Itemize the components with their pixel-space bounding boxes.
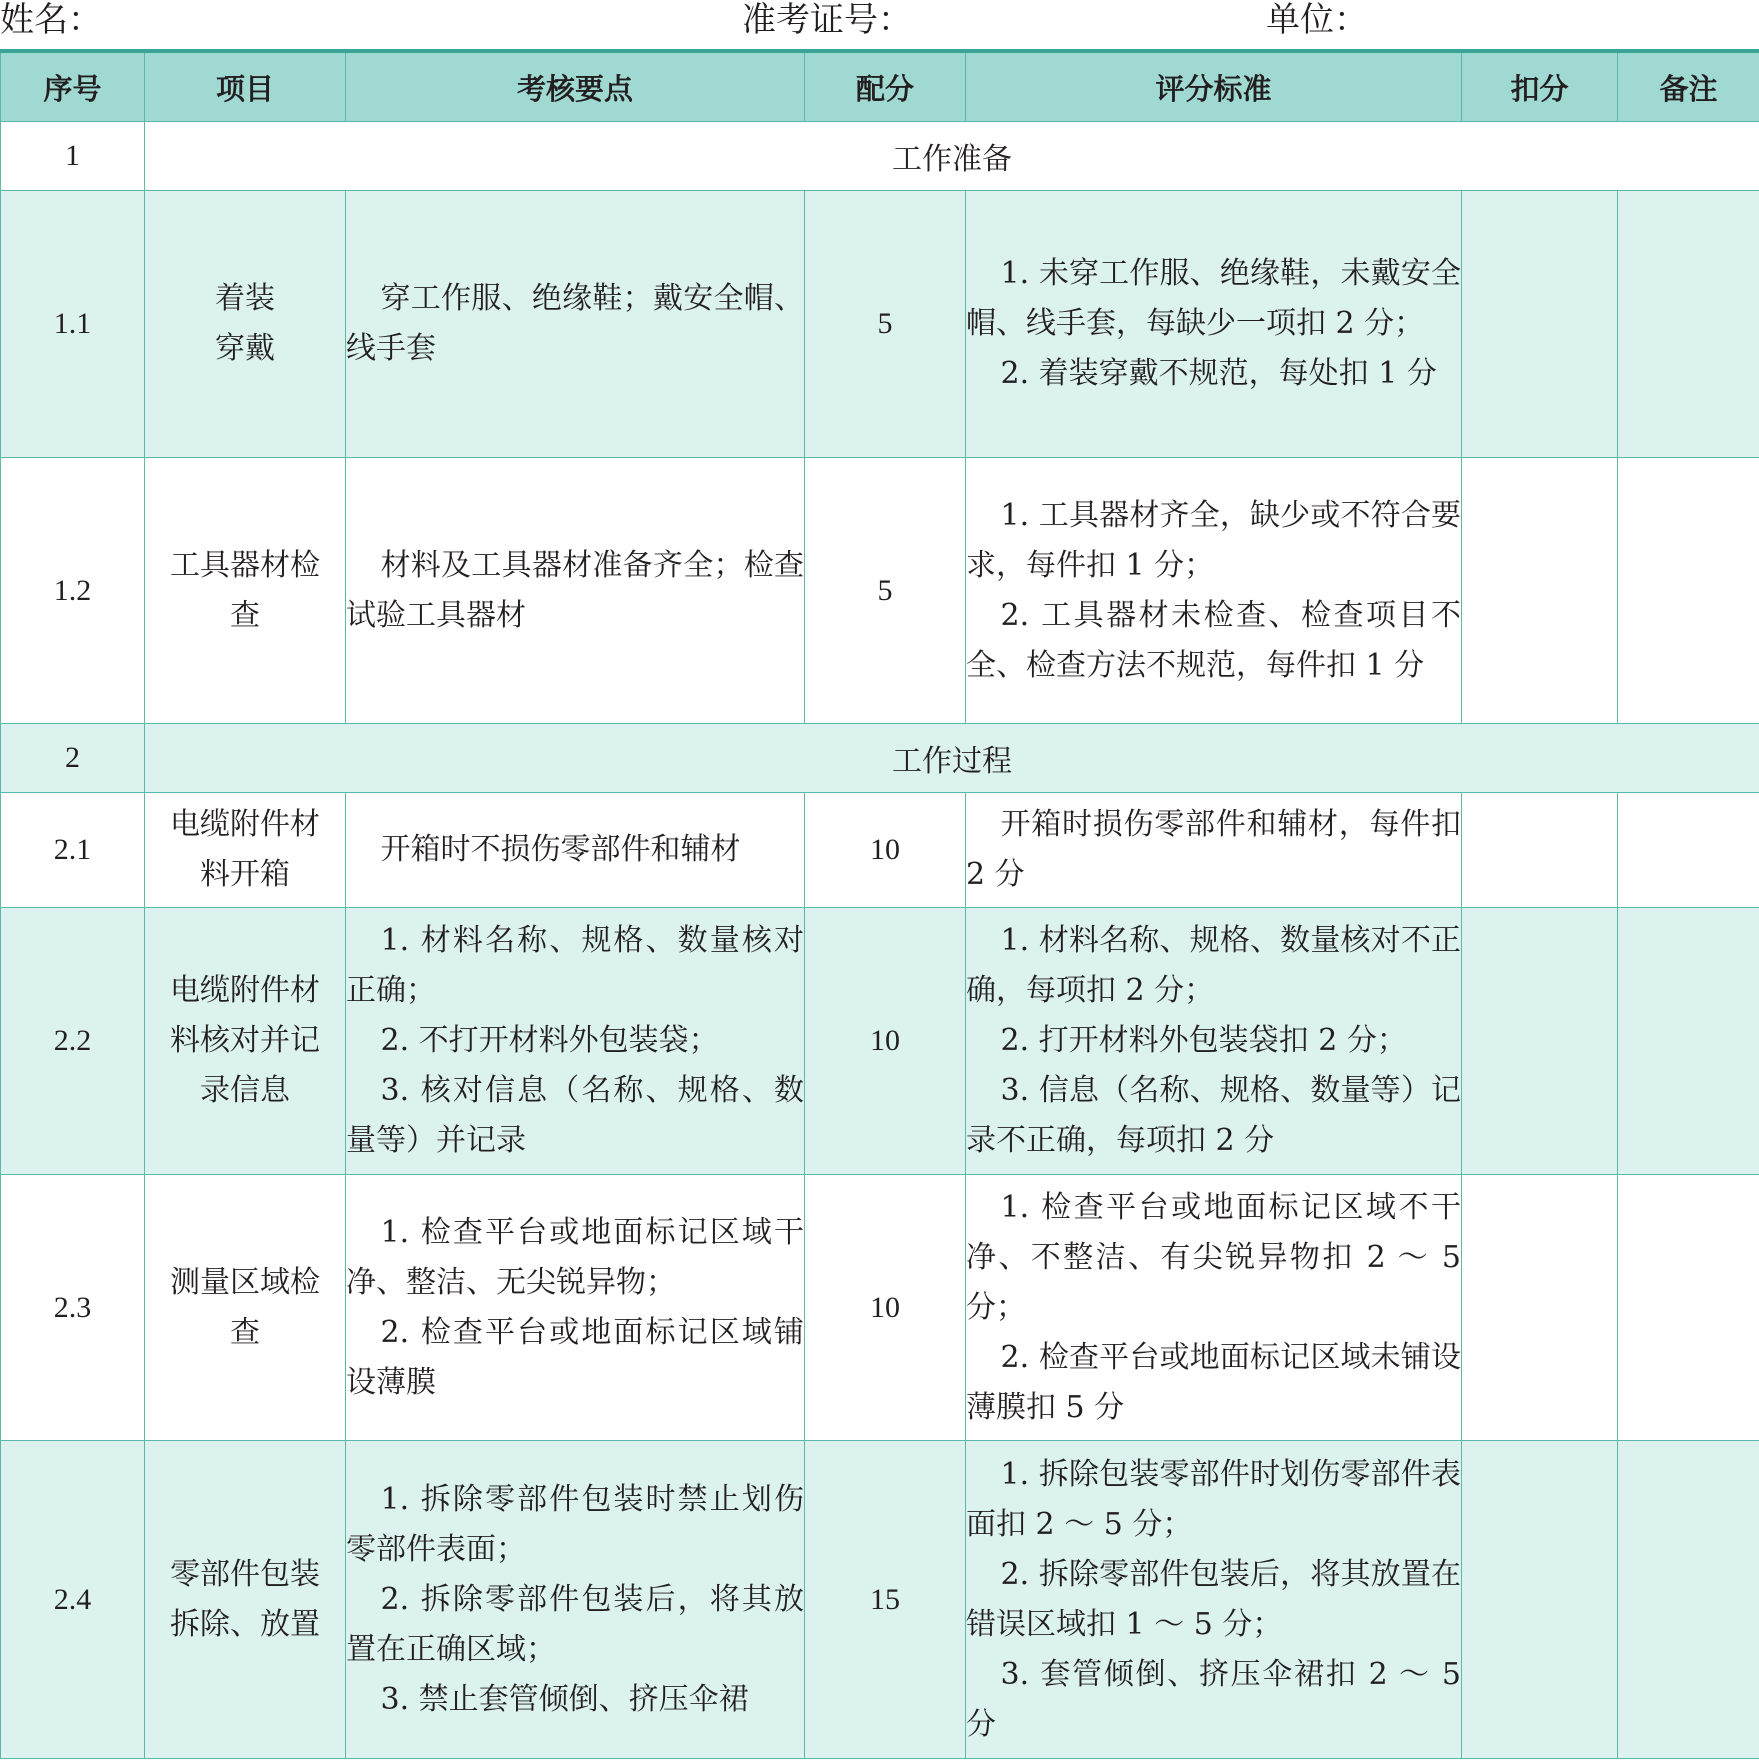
row-item — [145, 793, 346, 908]
item-line: 录信息 — [200, 1073, 290, 1108]
section-title: 工作过程 — [145, 724, 1759, 793]
criteria-line: 1. 拆除包装零部件时划伤零部件表面扣 2 ～ 5 分； — [966, 1456, 1461, 1542]
points-line: 开箱时不损伤零部件和辅材 — [380, 832, 741, 867]
item-line: 料开箱 — [200, 857, 290, 892]
candidate-info-header — [0, 0, 1759, 44]
table-row — [1, 793, 1759, 908]
item-line: 拆除、放置 — [170, 1606, 320, 1642]
item-line: 料核对并记 — [170, 1023, 320, 1058]
points-line: 1. 材料名称、规格、数量核对正确； — [346, 923, 804, 1008]
row-remarks-cell[interactable] — [1618, 908, 1759, 1175]
row-score: 15 — [805, 1441, 966, 1759]
item-line: 零部件包装 — [170, 1556, 320, 1592]
item-line: 工具器材检 — [170, 547, 320, 583]
col-header-points: 考核要点 — [346, 51, 805, 122]
section-title: 工作准备 — [145, 122, 1759, 191]
points-line: 3. 核对信息（名称、规格、数量等）并记录 — [346, 1073, 804, 1158]
points-line: 1. 拆除零部件包装时禁止划伤零部件表面； — [346, 1481, 804, 1567]
row-criteria — [966, 458, 1462, 724]
row-score: 10 — [805, 793, 966, 908]
exam-id-label: 准考证号： — [742, 0, 912, 40]
criteria-line: 1. 未穿工作服、绝缘鞋，未戴安全帽、线手套，每缺少一项扣 2 分； — [966, 256, 1461, 341]
criteria-line: 1. 工具器材齐全，缺少或不符合要求，每件扣 1 分； — [966, 497, 1461, 583]
row-points — [346, 1175, 805, 1441]
table-row — [1, 191, 1759, 458]
row-item — [145, 908, 346, 1175]
row-item — [145, 1175, 346, 1441]
table-row — [1, 908, 1759, 1175]
criteria-line: 2. 拆除零部件包装后，将其放置在错误区域扣 1 ～ 5 分； — [966, 1556, 1461, 1642]
row-score: 5 — [805, 458, 966, 724]
row-deduction-cell[interactable] — [1462, 1175, 1618, 1441]
section-seq: 1 — [1, 122, 145, 191]
row-deduction-cell[interactable] — [1462, 908, 1618, 1175]
points-line: 2. 不打开材料外包装袋； — [380, 1023, 719, 1058]
col-header-criteria: 评分标准 — [966, 51, 1462, 122]
criteria-line: 3. 套管倾倒、挤压伞裙扣 2 ～ 5 分 — [966, 1656, 1461, 1742]
item-line: 着装 — [215, 281, 275, 316]
row-points — [346, 793, 805, 908]
points-line: 2. 拆除零部件包装后，将其放置在正确区域； — [346, 1581, 804, 1667]
item-line: 测量区域检 — [170, 1264, 320, 1300]
points-line: 材料及工具器材准备齐全；检查试验工具器材 — [346, 547, 804, 633]
item-line: 穿戴 — [215, 331, 275, 366]
col-header-remarks: 备注 — [1618, 51, 1759, 122]
row-points — [346, 191, 805, 458]
row-criteria — [966, 1441, 1462, 1759]
row-criteria — [966, 191, 1462, 458]
criteria-line: 2. 着装穿戴不规范，每处扣 1 分 — [1000, 356, 1437, 391]
points-line: 3. 禁止套管倾倒、挤压伞裙 — [380, 1681, 749, 1717]
table-row — [1, 458, 1759, 724]
row-seq: 2.2 — [1, 908, 145, 1175]
item-line: 电缆附件材 — [170, 973, 320, 1008]
row-item — [145, 1441, 346, 1759]
row-remarks-cell[interactable] — [1618, 458, 1759, 724]
row-deduction-cell[interactable] — [1462, 1441, 1618, 1759]
col-header-seq: 序号 — [1, 51, 145, 122]
item-line: 电缆附件材 — [170, 807, 320, 842]
row-criteria — [966, 1175, 1462, 1441]
row-deduction-cell[interactable] — [1462, 458, 1618, 724]
row-score: 10 — [805, 1175, 966, 1441]
points-line: 穿工作服、绝缘鞋；戴安全帽、线手套 — [346, 281, 804, 366]
table-row — [1, 1175, 1759, 1441]
row-remarks-cell[interactable] — [1618, 1175, 1759, 1441]
row-score: 5 — [805, 191, 966, 458]
row-seq: 1.1 — [1, 191, 145, 458]
criteria-line: 3. 信息（名称、规格、数量等）记录不正确，每项扣 2 分 — [966, 1073, 1461, 1158]
item-line: 查 — [230, 1314, 260, 1350]
row-remarks-cell[interactable] — [1618, 191, 1759, 458]
row-seq: 2.3 — [1, 1175, 145, 1441]
section-row — [1, 724, 1759, 793]
criteria-line: 2. 工具器材未检查、检查项目不全、检查方法不规范，每件扣 1 分 — [966, 597, 1461, 683]
criteria-line: 2. 打开材料外包装袋扣 2 分； — [1000, 1023, 1407, 1058]
unit-label: 单位： — [1266, 0, 1368, 40]
col-header-item: 项目 — [145, 51, 346, 122]
col-header-score: 配分 — [805, 51, 966, 122]
row-remarks-cell[interactable] — [1618, 793, 1759, 908]
table-header-row — [1, 51, 1759, 122]
row-deduction-cell[interactable] — [1462, 793, 1618, 908]
section-row — [1, 122, 1759, 191]
row-seq: 2.1 — [1, 793, 145, 908]
section-seq: 2 — [1, 724, 145, 793]
row-points — [346, 1441, 805, 1759]
row-points — [346, 458, 805, 724]
points-line: 2. 检查平台或地面标记区域铺设薄膜 — [346, 1314, 804, 1400]
row-seq: 2.4 — [1, 1441, 145, 1759]
criteria-line: 2. 检查平台或地面标记区域未铺设薄膜扣 5 分 — [966, 1339, 1461, 1425]
row-points — [346, 908, 805, 1175]
row-item — [145, 458, 346, 724]
col-header-deduction: 扣分 — [1462, 51, 1618, 122]
row-deduction-cell[interactable] — [1462, 191, 1618, 458]
row-seq: 1.2 — [1, 458, 145, 724]
row-item — [145, 191, 346, 458]
points-line: 1. 检查平台或地面标记区域干净、整洁、无尖锐异物； — [346, 1214, 804, 1300]
row-score: 10 — [805, 908, 966, 1175]
row-criteria — [966, 793, 1462, 908]
criteria-line: 1. 检查平台或地面标记区域不干净、不整洁、有尖锐异物扣 2 ～ 5 分； — [966, 1189, 1461, 1325]
criteria-line: 1. 材料名称、规格、数量核对不正确，每项扣 2 分； — [966, 923, 1461, 1008]
criteria-line: 开箱时损伤零部件和辅材，每件扣 2 分 — [966, 807, 1461, 892]
row-remarks-cell[interactable] — [1618, 1441, 1759, 1759]
row-criteria — [966, 908, 1462, 1175]
name-label: 姓名： — [0, 0, 102, 40]
scoring-table — [0, 49, 1759, 1759]
table-row — [1, 1441, 1759, 1759]
item-line: 查 — [230, 597, 260, 633]
